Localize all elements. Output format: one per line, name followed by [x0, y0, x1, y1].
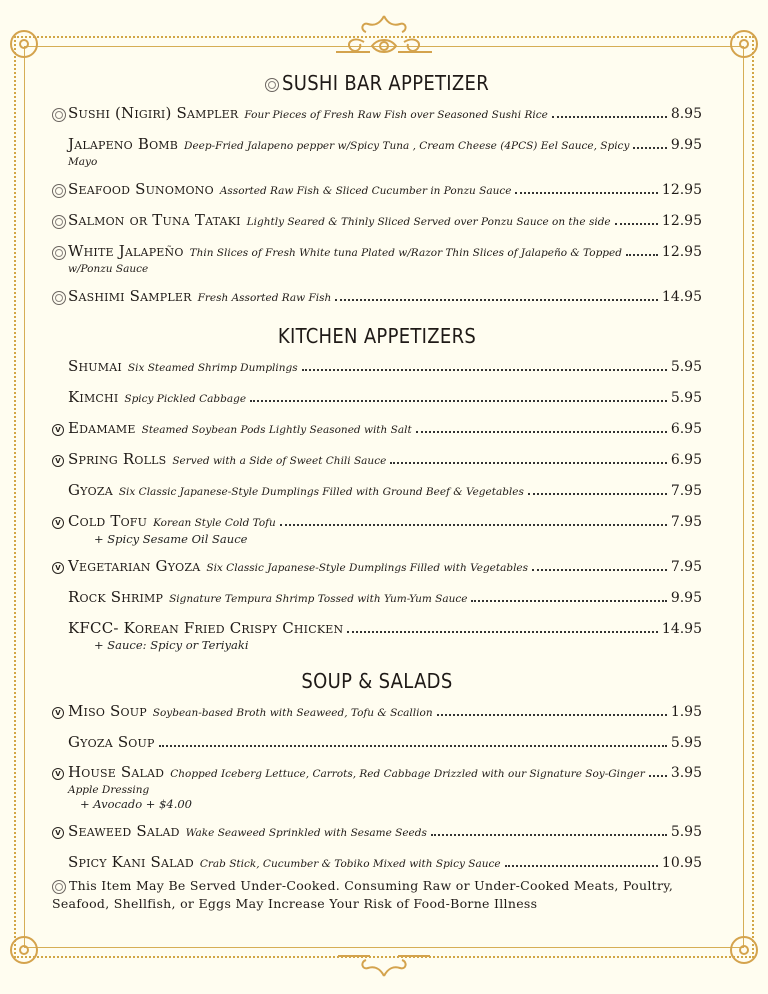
item-price: 12.95 — [661, 213, 702, 229]
vegetarian-icon: V — [52, 827, 64, 839]
item-desc: Wake Seaweed Sprinkled with Sesame Seeds — [185, 827, 427, 839]
item-price: 5.95 — [670, 824, 702, 840]
item-name: Gyoza — [68, 481, 113, 499]
dot-leader — [649, 775, 667, 777]
item-option: + Spicy Sesame Oil Sauce — [94, 532, 248, 546]
section-title-text: SUSHI BAR APPETIZER — [282, 71, 489, 95]
menu-item — [52, 135, 702, 169]
item-name: White Jalapeño — [68, 242, 184, 260]
item-price: 12.95 — [661, 244, 702, 260]
item-name: Spring Rolls — [68, 450, 167, 468]
dot-leader — [633, 147, 666, 149]
item-desc: Fresh Assorted Raw Fish — [197, 292, 332, 304]
item-option: + Sauce: Spicy or Teriyaki — [94, 638, 249, 652]
item-option: + Avocado + $4.00 — [80, 797, 193, 811]
item-desc: Six Classic Japanese-Style Dumplings Filled with Vegetables — [206, 562, 529, 574]
raw-icon — [52, 880, 66, 894]
item-name: Rock Shrimp — [68, 588, 164, 606]
item-price: 5.95 — [670, 735, 702, 751]
section-title-soup: SOUP & SALADS — [301, 669, 453, 693]
item-desc: Served with a Side of Sweet Chili Sauce — [172, 455, 387, 467]
raw-icon — [265, 78, 279, 92]
item-name: Vegetarian Gyoza — [68, 557, 201, 575]
item-desc-cont: Apple Dressing — [68, 784, 150, 796]
dot-leader — [626, 254, 658, 256]
item-desc: Crab Stick, Cucumber & Tobiko Mixed with Spicy Sauce — [199, 858, 501, 870]
item-price: 14.95 — [661, 621, 702, 637]
corner-ornament-bl — [10, 936, 38, 964]
menu-item — [52, 588, 702, 608]
vegetarian-icon: V — [52, 562, 64, 574]
item-name: Edamame — [68, 419, 136, 437]
item-name: Gyoza Soup — [68, 733, 155, 751]
item-price: 7.95 — [670, 559, 702, 575]
dot-leader — [347, 631, 658, 633]
top-ornament — [334, 12, 434, 60]
raw-icon — [52, 215, 66, 229]
item-price: 9.95 — [670, 137, 702, 153]
corner-ornament-br — [730, 936, 758, 964]
dot-leader — [416, 431, 667, 433]
dot-leader — [528, 493, 667, 495]
menu-item — [52, 853, 702, 873]
item-price: 7.95 — [670, 483, 702, 499]
item-desc: Soybean-based Broth with Seaweed, Tofu & Scallion — [152, 707, 433, 719]
raw-warning-note — [52, 877, 702, 913]
item-desc: Four Pieces of Fresh Raw Fish over Seasoned Sushi Rice — [244, 109, 548, 121]
vegetarian-icon: V — [52, 768, 64, 780]
item-price: 10.95 — [661, 855, 702, 871]
item-desc-cont: w/Ponzu Sauce — [68, 263, 149, 275]
item-desc: Six Classic Japanese-Style Dumplings Filled with Ground Beef & Vegetables — [118, 486, 524, 498]
menu-item — [52, 450, 702, 470]
bottom-ornament — [336, 950, 432, 980]
section-title-kitchen: KITCHEN APPETIZERS — [277, 324, 477, 348]
menu-item — [52, 822, 702, 842]
item-price: 1.95 — [670, 704, 702, 720]
item-name: KFCC- Korean Fried Crispy Chicken — [68, 619, 344, 637]
vegetarian-icon: V — [52, 455, 64, 467]
item-name: House Salad — [68, 763, 165, 781]
item-name: Miso Soup — [68, 702, 147, 720]
item-price: 6.95 — [670, 421, 702, 437]
menu-item — [52, 763, 702, 811]
item-desc: Steamed Soybean Pods Lightly Seasoned with Salt — [141, 424, 412, 436]
item-price: 14.95 — [661, 289, 702, 305]
item-desc: Assorted Raw Fish & Sliced Cucumber in Ponzu Sauce — [219, 185, 512, 197]
item-name: Sashimi Sampler — [68, 287, 192, 305]
item-name: Jalapeno Bomb — [68, 135, 179, 153]
item-name: Salmon or Tuna Tataki — [68, 211, 241, 229]
item-desc: Lightly Seared & Thinly Sliced Served over Ponzu Sauce on the side — [246, 216, 611, 228]
menu-item — [52, 388, 702, 408]
item-desc: Signature Tempura Shrimp Tossed with Yum-Yum Sauce — [169, 593, 468, 605]
dot-leader — [552, 116, 667, 118]
vegetarian-icon: V — [52, 424, 64, 436]
dot-leader — [615, 223, 658, 225]
item-desc: Thin Slices of Fresh White tuna Plated w/Razor Thin Slices of Jalapeño & Topped — [189, 247, 622, 259]
dot-leader — [335, 299, 658, 301]
menu-item — [52, 702, 702, 722]
dot-leader — [532, 569, 667, 571]
item-price: 12.95 — [661, 182, 702, 198]
dot-leader — [280, 524, 667, 526]
note-text: This Item May Be Served Under-Cooked. Consuming Raw or Under-Cooked Meats, Poultry, Seafood, Shellfish, or Eggs May Increase Your Risk of Food-Borne Illness — [52, 878, 674, 911]
menu-item — [52, 104, 702, 124]
dot-leader — [302, 369, 667, 371]
dot-leader — [437, 714, 667, 716]
vegetarian-icon: V — [52, 517, 64, 529]
item-desc: Chopped Iceberg Lettuce, Carrots, Red Cabbage Drizzled with our Signature Soy-Ginger — [170, 768, 645, 780]
menu-item — [52, 619, 702, 652]
item-desc: Six Steamed Shrimp Dumplings — [127, 362, 298, 374]
dot-leader — [505, 865, 658, 867]
corner-ornament-tl — [10, 30, 38, 58]
dot-leader — [515, 192, 657, 194]
item-name: Kimchi — [68, 388, 119, 406]
raw-icon — [52, 246, 66, 260]
dot-leader — [390, 462, 667, 464]
dot-leader — [471, 600, 666, 602]
dot-leader — [431, 834, 667, 836]
menu-item — [52, 357, 702, 377]
item-name: Spicy Kani Salad — [68, 853, 194, 871]
item-name: Cold Tofu — [68, 512, 148, 530]
item-price: 3.95 — [670, 765, 702, 781]
menu-item — [52, 211, 702, 231]
raw-icon — [52, 108, 66, 122]
menu-item — [52, 419, 702, 439]
menu-item — [52, 512, 702, 546]
menu-content — [52, 70, 702, 913]
menu-item — [52, 287, 702, 307]
menu-item — [52, 557, 702, 577]
item-name: Seafood Sunomono — [68, 180, 214, 198]
item-desc-cont: Mayo — [68, 156, 98, 168]
item-name: Seaweed Salad — [68, 822, 180, 840]
item-name: Shumai — [68, 357, 122, 375]
dot-leader — [250, 400, 667, 402]
item-desc: Deep-Fried Jalapeno pepper w/Spicy Tuna , Cream Cheese (4PCS) Eel Sauce, Spicy — [184, 140, 630, 152]
item-name: Sushi (Nigiri) Sampler — [68, 104, 239, 122]
item-desc: Korean Style Cold Tofu — [153, 517, 276, 529]
item-price: 6.95 — [670, 452, 702, 468]
item-price: 5.95 — [670, 390, 702, 406]
corner-ornament-tr — [730, 30, 758, 58]
menu-item — [52, 180, 702, 200]
raw-icon — [52, 291, 66, 305]
item-price: 9.95 — [670, 590, 702, 606]
menu-item — [52, 733, 702, 752]
item-price: 7.95 — [670, 514, 702, 530]
item-desc: Spicy Pickled Cabbage — [124, 393, 247, 405]
section-title-sushi — [52, 70, 702, 96]
item-price: 8.95 — [670, 106, 702, 122]
menu-item — [52, 481, 702, 501]
vegetarian-icon: V — [52, 707, 64, 719]
dot-leader — [159, 745, 667, 747]
raw-icon — [52, 184, 66, 198]
item-price: 5.95 — [670, 359, 702, 375]
menu-item — [52, 242, 702, 276]
